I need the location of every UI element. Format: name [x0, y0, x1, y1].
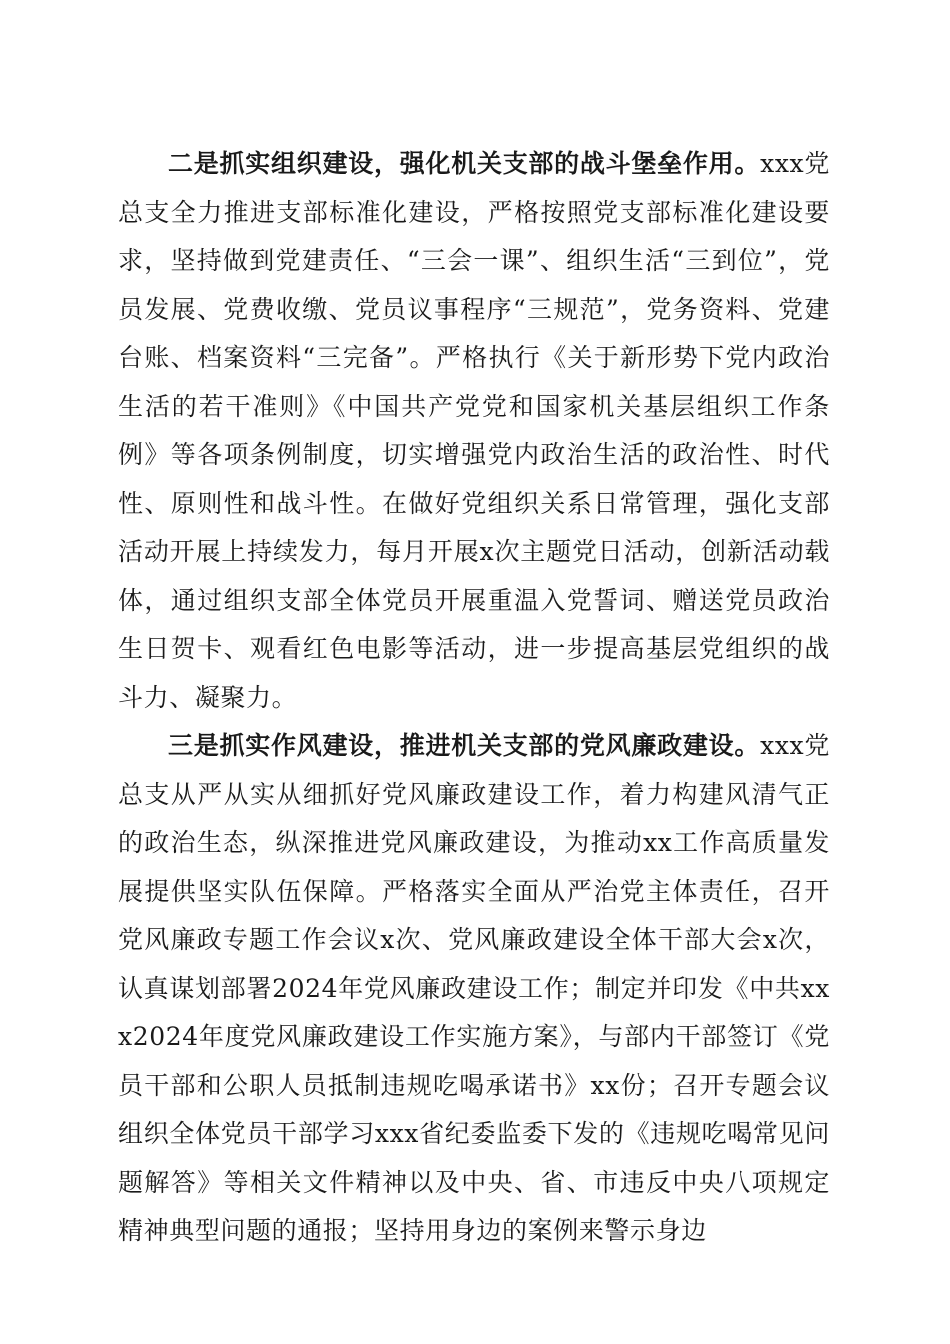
paragraph-lead: 二是抓实组织建设，强化机关支部的战斗堡垒作用。: [168, 149, 761, 178]
paragraph-text: xxx党总支全力推进支部标准化建设，严格按照党支部标准化建设要求，坚持做到党建责任、“三会一课”、组织生活“三到位”，党员发展、党费收缴、党员议事程序“三规范”，党务资料、党建台账、档案资料“三完备”。严格执行《关于新形势下党内政治生活的若干准则》《中国共产党党和国家机关基层组织工作条例》等各项条例制度，切实增强党内政治生活的政治性、时代性、原则性和战斗性。在做好党组织关系日常管理，强化支部活动开展上持续发力，每月开展x次主题党日活动，创新活动载体，通过组织支部全体党员开展重温入党誓词、赠送党员政治生日贺卡、观看红色电影等活动，进一步提高基层党组织的战斗力、凝聚力。: [118, 149, 830, 712]
paragraph-organization-building: [118, 140, 830, 722]
paragraph-style-building: [118, 722, 830, 1256]
document-body: [118, 140, 830, 1256]
paragraph-text: xxx党总支从严从实从细抓好党风廉政建设工作，着力构建风清气正的政治生态，纵深推进党风廉政建设，为推动xx工作高质量发展提供坚实队伍保障。严格落实全面从严治党主体责任，召开党风廉政专题工作会议x次、党风廉政建设全体干部大会x次，认真谋划部署2024年党风廉政建设工作；制定并印发《中共xxx2024年度党风廉政建设工作实施方案》，与部内干部签订《党员干部和公职人员抵制违规吃喝承诺书》xx份；召开专题会议组织全体党员干部学习xxx省纪委监委下发的《违规吃喝常见问题解答》等相关文件精神以及中央、省、市违反中央八项规定精神典型问题的通报；坚持用身边的案例来警示身边: [118, 731, 830, 1245]
paragraph-lead: 三是抓实作风建设，推进机关支部的党风廉政建设。: [168, 731, 761, 760]
